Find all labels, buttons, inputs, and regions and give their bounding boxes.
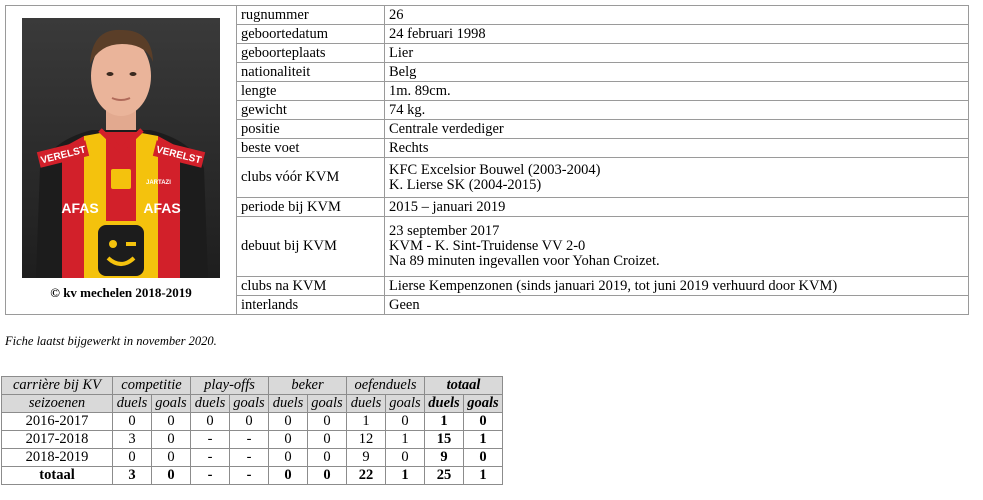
jersey-small-text: JARTAZI (146, 180, 171, 186)
stats-cell: 0 (230, 413, 269, 431)
stats-cell: seizoenen (2, 395, 113, 413)
stats-cell: - (230, 449, 269, 467)
profile-key: nationaliteit (237, 63, 385, 82)
stats-cell: - (230, 431, 269, 449)
profile-value-line: Rechts (389, 139, 429, 156)
profile-value (385, 139, 969, 158)
profile-value-line: 74 kg. (389, 101, 426, 118)
stats-cell: 12 (347, 431, 386, 449)
stats-cell: 0 (152, 431, 191, 449)
stats-cell: 2017-2018 (2, 431, 113, 449)
stats-cell: 0 (152, 467, 191, 485)
stats-cell: 0 (464, 413, 503, 431)
player-photo-illustration (22, 18, 220, 278)
profile-value (385, 25, 969, 44)
stats-cell: goals (308, 395, 347, 413)
profile-value (385, 101, 969, 120)
stats-cell: duels (113, 395, 152, 413)
sleeve-sponsor-left: VERELST (39, 144, 88, 167)
profile-value (385, 296, 969, 315)
profile-value (385, 158, 969, 198)
profile-key: debuut bij KVM (237, 217, 385, 277)
stats-cell: - (191, 431, 230, 449)
stats-cell: duels (425, 395, 464, 413)
stats-total-row (2, 467, 503, 485)
stats-cell: 0 (269, 431, 308, 449)
profile-value-line: 23 september 2017 (389, 223, 500, 239)
stats-cell: 1 (464, 431, 503, 449)
stats-cell: 0 (308, 431, 347, 449)
stats-cell: 0 (269, 413, 308, 431)
profile-row (6, 6, 969, 25)
stats-subheader-row (2, 395, 503, 413)
profile-value-line: KFC Excelsior Bouwel (2003-2004) (389, 161, 601, 178)
profile-value-line: 24 februari 1998 (389, 25, 486, 42)
profile-key: interlands (237, 296, 385, 315)
profile-value (385, 120, 969, 139)
stats-cell: 22 (347, 467, 386, 485)
stats-cell: 0 (308, 449, 347, 467)
stats-cell: totaal (2, 467, 113, 485)
profile-value (385, 63, 969, 82)
stats-cell: 15 (425, 431, 464, 449)
stats-cell: goals (152, 395, 191, 413)
profile-key: periode bij KVM (237, 198, 385, 217)
profile-value-line: 2015 – januari 2019 (389, 198, 506, 215)
stats-cell: 0 (152, 449, 191, 467)
profile-key: rugnummer (237, 6, 385, 25)
stats-row (2, 449, 503, 467)
profile-key: geboorteplaats (237, 44, 385, 63)
profile-key: geboortedatum (237, 25, 385, 44)
player-photo (22, 18, 220, 278)
stats-cell: goals (464, 395, 503, 413)
profile-value (385, 277, 969, 296)
stats-cell: - (230, 467, 269, 485)
profile-value-line: Lierse Kempenzonen (sinds januari 2019, tot juni 2019 verhuurd door KVM) (389, 277, 838, 294)
stats-cell: goals (230, 395, 269, 413)
stats-cell: 3 (113, 431, 152, 449)
stats-cell: - (191, 449, 230, 467)
profile-table (5, 5, 969, 315)
stats-cell: 2018-2019 (2, 449, 113, 467)
stats-cell: 2016-2017 (2, 413, 113, 431)
stats-cell: 0 (113, 449, 152, 467)
sleeve-sponsor-right: VERELST (154, 144, 203, 167)
profile-key: clubs vóór KVM (237, 158, 385, 198)
profile-key: gewicht (237, 101, 385, 120)
stats-cell: duels (269, 395, 308, 413)
stats-cell: 0 (308, 467, 347, 485)
stats-cell: play-offs (191, 377, 269, 395)
profile-value (385, 6, 969, 25)
stats-cell: 9 (347, 449, 386, 467)
stats-cell: duels (347, 395, 386, 413)
profile-value (385, 217, 969, 277)
stats-cell: 3 (113, 467, 152, 485)
stats-cell: 25 (425, 467, 464, 485)
stats-cell: 1 (425, 413, 464, 431)
stats-cell: carrière bij KV (2, 377, 113, 395)
stats-cell: 1 (464, 467, 503, 485)
stats-cell: 0 (152, 413, 191, 431)
career-stats-table (1, 376, 503, 485)
profile-value-line: Belg (389, 63, 417, 80)
jersey-sponsor-right: AFAS (143, 200, 181, 216)
stats-row (2, 413, 503, 431)
stats-cell: 0 (113, 413, 152, 431)
profile-value (385, 44, 969, 63)
stats-cell: 0 (386, 449, 425, 467)
stats-cell: beker (269, 377, 347, 395)
stats-body (2, 377, 503, 485)
stats-header-row (2, 377, 503, 395)
stats-cell: duels (191, 395, 230, 413)
profile-body (6, 6, 969, 315)
profile-value-line: Geen (389, 296, 420, 313)
profile-key: beste voet (237, 139, 385, 158)
profile-value (385, 198, 969, 217)
stats-cell: oefenduels (347, 377, 425, 395)
stats-cell: 0 (269, 449, 308, 467)
photo-caption: © kv mechelen 2018-2019 (50, 285, 192, 300)
profile-key: clubs na KVM (237, 277, 385, 296)
jersey-sponsor-left: AFAS (61, 200, 99, 216)
profile-value-line: Centrale verdediger (389, 120, 504, 137)
profile-value-line: 26 (389, 6, 404, 23)
photo-cell (6, 6, 237, 315)
stats-cell: goals (386, 395, 425, 413)
profile-value-line: Lier (389, 44, 414, 61)
profile-key: lengte (237, 82, 385, 101)
update-note: Fiche laatst bijgewerkt in november 2020. (5, 334, 217, 348)
profile-value-line: KVM - K. Sint-Truidense VV 2-0 (389, 238, 586, 254)
stats-cell: - (191, 467, 230, 485)
stats-cell: 0 (269, 467, 308, 485)
stats-row (2, 431, 503, 449)
profile-key: positie (237, 120, 385, 139)
stats-cell: competitie (113, 377, 191, 395)
stats-cell: 0 (386, 413, 425, 431)
profile-value-line: 1m. 89cm. (389, 82, 451, 99)
profile-value-line: K. Lierse SK (2004-2015) (389, 176, 542, 193)
stats-cell: totaal (425, 377, 503, 395)
profile-value-line: Na 89 minuten ingevallen voor Yohan Croizet. (389, 253, 660, 269)
stats-cell: 1 (347, 413, 386, 431)
stats-cell: 0 (308, 413, 347, 431)
stats-cell: 9 (425, 449, 464, 467)
stats-cell: 0 (191, 413, 230, 431)
stats-cell: 1 (386, 431, 425, 449)
stats-cell: 0 (464, 449, 503, 467)
profile-value (385, 82, 969, 101)
stats-cell: 1 (386, 467, 425, 485)
